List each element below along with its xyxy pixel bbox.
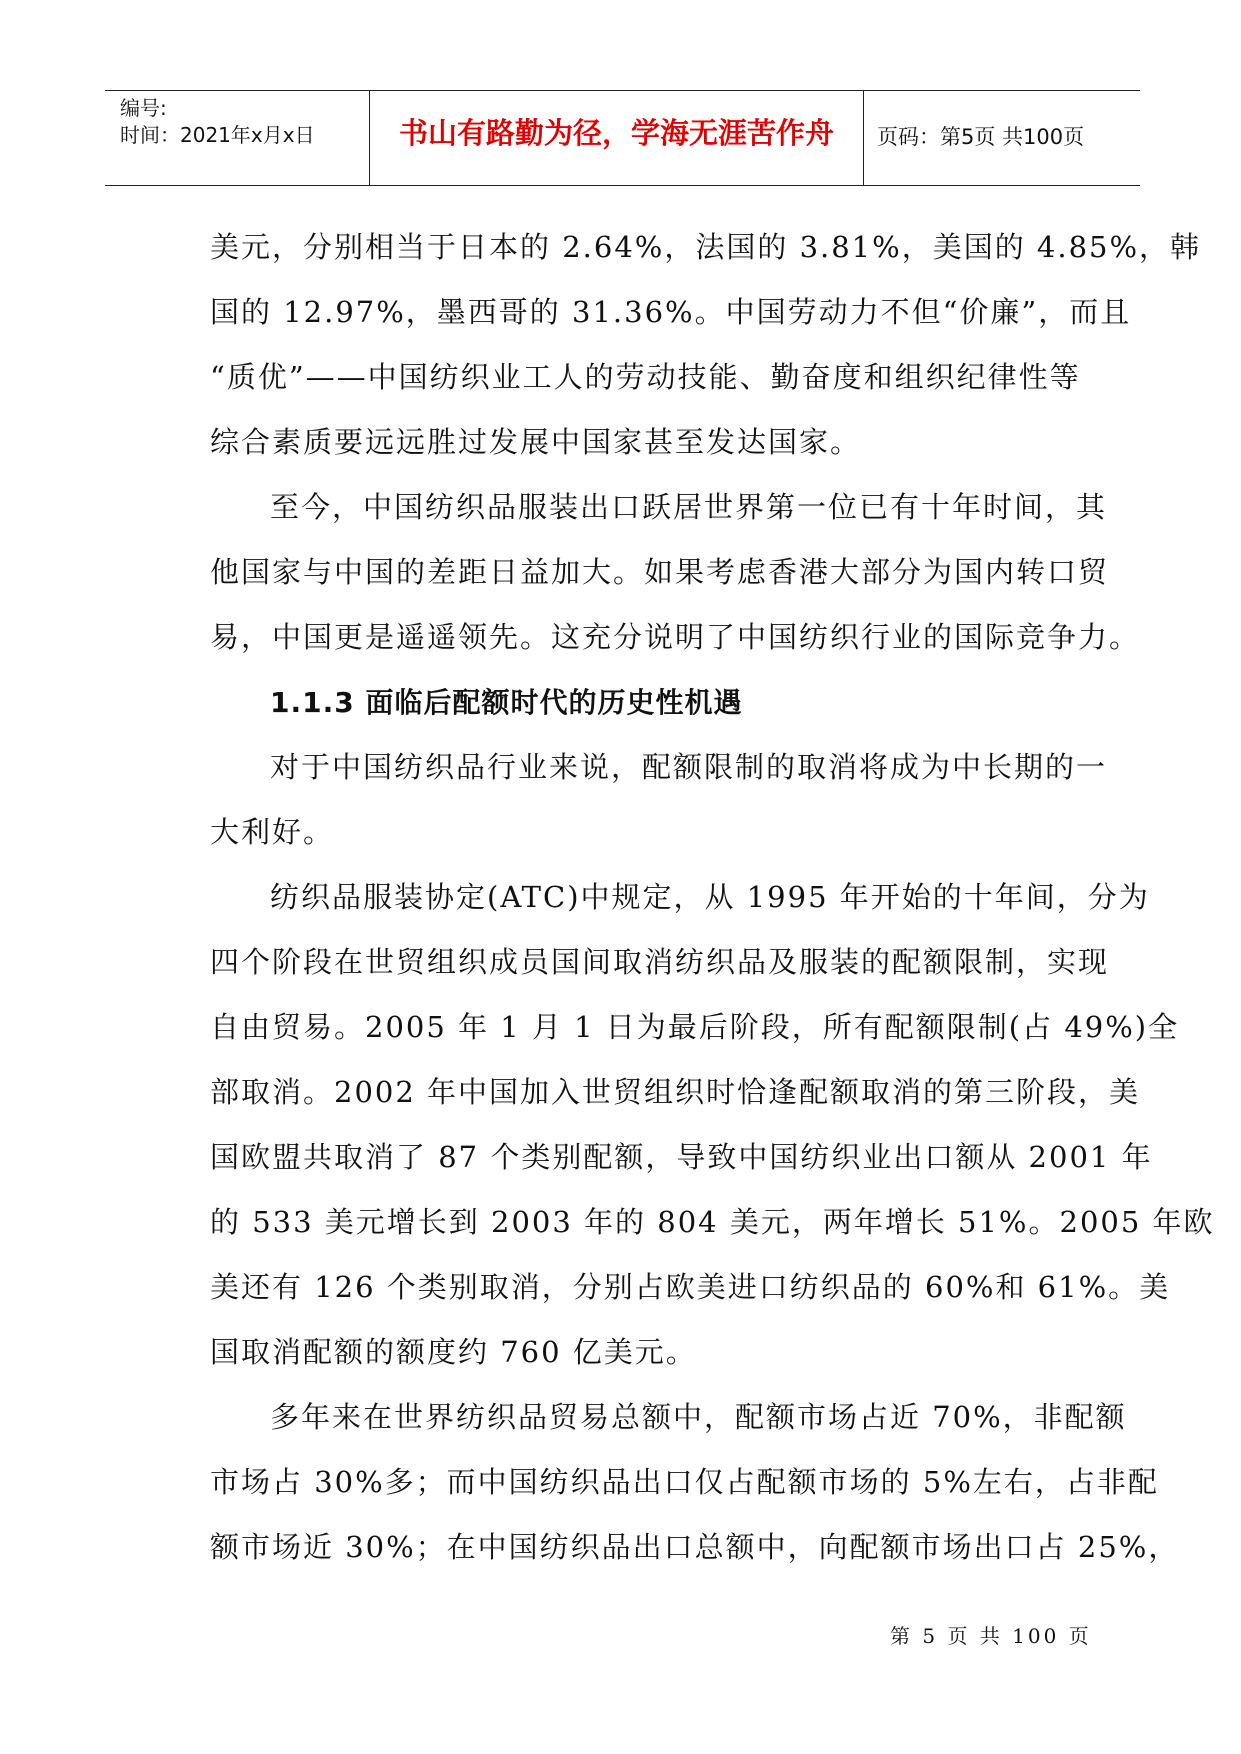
text-line: 国欧盟共取消了 87 个类别配额，导致中国纺织业出口额从 2001 年 bbox=[210, 1140, 1153, 1174]
paragraph-quota-benefit-end bbox=[210, 800, 1060, 865]
header-motto: 书山有路勤为径，学海无涯苦作舟 bbox=[398, 116, 834, 150]
text-line: 的 533 美元增长到 2003 年的 804 美元，两年增长 51%。2005 年欧 bbox=[210, 1205, 1215, 1239]
page-footer: 第 5 页 共 100 页 bbox=[890, 1624, 1092, 1648]
page-header bbox=[105, 90, 1140, 186]
header-page-number: 页码：第5页 共100页 bbox=[877, 125, 1085, 149]
text-line: 部取消。2002 年中国加入世贸组织时恰逢配额取消的第三阶段，美 bbox=[210, 1075, 1141, 1109]
text-line: 他国家与中国的差距日益加大。如果考虑香港大部分为国内转口贸 bbox=[210, 555, 1110, 589]
text-line: 市场占 30%多；而中国纺织品出口仅占配额市场的 5%左右，占非配 bbox=[210, 1465, 1159, 1499]
paragraph-atc-end bbox=[210, 1320, 1060, 1385]
header-page-cell bbox=[865, 91, 1140, 185]
document-body bbox=[210, 215, 1215, 1580]
paragraph-atc bbox=[210, 865, 1215, 1320]
text-line: 易，中国更是遥遥领先。这充分说明了中国纺织行业的国际竞争力。 bbox=[210, 620, 1141, 654]
text-line: 美元，分别相当于日本的 2.64%，法国的 3.81%，美国的 4.85%，韩 bbox=[210, 230, 1202, 264]
text-line: 美还有 126 个类别取消，分别占欧美进口纺织品的 60%和 61%。美 bbox=[210, 1270, 1171, 1304]
text-line: 大利好。 bbox=[210, 815, 335, 849]
text-line: 四个阶段在世贸组织成员国间取消纺织品及服装的配额限制，实现 bbox=[210, 945, 1110, 979]
text-line: 对于中国纺织品行业来说，配额限制的取消将成为中长期的一 bbox=[270, 750, 1108, 784]
text-line: 额市场近 30%；在中国纺织品出口总额中，向配额市场出口占 25%， bbox=[210, 1530, 1180, 1564]
text-line: 自由贸易。2005 年 1 月 1 日为最后阶段，所有配额限制(占 49%)全 bbox=[210, 1010, 1180, 1044]
header-motto-cell bbox=[370, 91, 864, 185]
section-heading: 1.1.3 面临后配额时代的历史性机遇 bbox=[270, 686, 743, 719]
document-time-label: 时间：2021年x月x日 bbox=[120, 123, 315, 147]
text-line: 国取消配额的额度约 760 亿美元。 bbox=[210, 1335, 697, 1369]
header-meta bbox=[105, 91, 370, 185]
text-line: 国的 12.97%，墨西哥的 31.36%。中国劳动力不但“价廉”，而且 bbox=[210, 295, 1132, 329]
document-number-label: 编号: bbox=[120, 96, 167, 120]
paragraph-labor-cost bbox=[210, 215, 1202, 410]
paragraph-labor-cost-end bbox=[210, 410, 1060, 475]
paragraph-quota-benefit bbox=[210, 735, 1108, 800]
paragraph-quota-market bbox=[210, 1385, 1180, 1580]
text-line: 综合素质要远远胜过发展中国家甚至发达国家。 bbox=[210, 425, 862, 459]
text-line: 至今，中国纺织品服装出口跃居世界第一位已有十年时间，其 bbox=[270, 490, 1108, 524]
text-line: 纺织品服装协定(ATC)中规定，从 1995 年开始的十年间，分为 bbox=[270, 880, 1150, 914]
text-line: “质优”——中国纺织业工人的劳动技能、勤奋度和组织纪律性等 bbox=[210, 360, 1081, 394]
paragraph-export-rank bbox=[210, 475, 1141, 670]
text-line: 多年来在世界纺织品贸易总额中，配额市场占近 70%，非配额 bbox=[270, 1400, 1127, 1434]
